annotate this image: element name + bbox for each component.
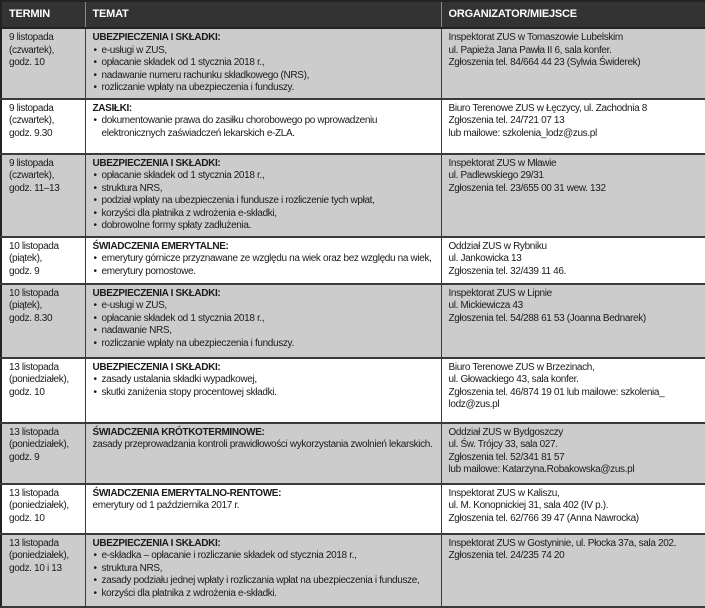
temat-item: • korzyści dla płatnika z wdrożenia e-składki, <box>93 208 437 221</box>
termin-line: godz. 11–13 <box>9 182 60 194</box>
organizator-cell <box>441 154 705 237</box>
organizator-line: Zgłoszenia tel. 24/721 07 13 <box>448 115 565 126</box>
temat-cell <box>85 284 441 358</box>
organizator-line: Inspektorat ZUS w Lipnie <box>448 287 552 299</box>
temat-item: • emerytury pomostowe. <box>93 266 437 279</box>
temat-cell <box>85 358 441 423</box>
temat-cell <box>85 237 441 284</box>
termin-line: (poniedziałek), <box>9 439 69 450</box>
organizator-line: Zgłoszenia tel. 54/288 61 53 (Joanna Bednarek) <box>448 312 646 324</box>
termin-line: (czwartek), <box>9 170 55 181</box>
organizator-line: Inspektorat ZUS w Tomaszowie Lubelskim <box>448 32 623 43</box>
termin-line: godz. 9 <box>9 265 40 277</box>
termin-line: (czwartek), <box>9 115 55 126</box>
temat-item: • rozliczanie wpłaty na ubezpieczenia i funduszy. <box>93 82 437 95</box>
termin-line: godz. 9.30 <box>9 127 53 139</box>
temat-cell <box>85 154 441 237</box>
termin-cell <box>1 237 85 284</box>
termin-cell <box>1 154 85 237</box>
organizator-line: Oddział ZUS w Rybniku <box>448 240 547 252</box>
column-header-termin: TERMIN <box>1 1 85 28</box>
organizator-line: Inspektorat ZUS w Kaliszu, <box>448 487 560 499</box>
table-body <box>1 28 705 607</box>
temat-cell <box>85 534 441 607</box>
organizator-line: Zgłoszenia tel. 62/766 39 47 (Anna Nawrocka) <box>448 512 639 524</box>
table-row <box>1 534 705 607</box>
termin-line: 9 listopada <box>9 157 54 169</box>
temat-item: • struktura NRS, <box>93 183 437 196</box>
termin-line: 9 listopada <box>9 32 54 43</box>
temat-item: • nadawanie numeru rachunku składkowego (NRS), <box>93 70 437 83</box>
column-header-temat: TEMAT <box>85 1 441 28</box>
organizator-line: Zgłoszenia tel. 23/655 00 31 wew. 132 <box>448 182 606 194</box>
organizator-line: Zgłoszenia tel. 52/341 81 57 <box>448 451 565 463</box>
organizator-cell <box>441 99 705 154</box>
temat-item: • e-usługi w ZUS, <box>93 45 437 58</box>
temat-item: • opłacanie składek od 1 stycznia 2018 r., <box>93 170 437 183</box>
temat-title: UBEZPIECZENIA I SKŁADKI: <box>92 537 221 549</box>
organizator-line: ul. Padlewskiego 29/31 <box>448 170 544 181</box>
organizator-cell <box>441 358 705 423</box>
organizator-line: ul. Mickiewicza 43 <box>448 300 523 311</box>
temat-title: ŚWIADCZENIA EMERYTALNO-RENTOWE: <box>92 487 282 499</box>
organizator-line: lodz@zus.pl <box>448 399 500 410</box>
organizator-line: Oddział ZUS w Bydgoszczy <box>448 426 563 438</box>
organizator-cell <box>441 484 705 534</box>
temat-item: zasady przeprowadzania kontroli prawidłowości wykorzystania zwolnień lekarskich. <box>92 439 433 450</box>
temat-item: • dokumentowanie prawa do zasiłku chorobowego po wprowadzeniu elektronicznych zaświadczeń lekarskich e-ZLA. <box>93 115 437 140</box>
organizator-line: Zgłoszenia tel. 24/235 74 20 <box>448 550 565 561</box>
termin-line: 10 listopada <box>9 240 59 252</box>
termin-line: godz. 10 <box>9 57 45 68</box>
temat-cell <box>85 423 441 484</box>
organizator-line: ul. Papieża Jana Pawła II 6, sala konfer. <box>448 44 612 56</box>
termin-line: godz. 10 <box>9 512 45 524</box>
temat-title: UBEZPIECZENIA I SKŁADKI: <box>92 157 221 169</box>
temat-title: UBEZPIECZENIA I SKŁADKI: <box>92 361 221 373</box>
organizator-line: lub mailowe: Katarzyna.Robakowska@zus.pl <box>448 464 635 475</box>
temat-cell <box>85 28 441 99</box>
organizator-line: lub mailowe: szkolenia_lodz@zus.pl <box>448 127 597 139</box>
termin-line: godz. 9 <box>9 451 40 463</box>
organizator-cell <box>441 28 705 99</box>
termin-line: 13 listopada <box>9 487 59 499</box>
organizator-cell <box>441 534 705 607</box>
organizator-cell <box>441 284 705 358</box>
organizator-line: ul. Św. Trójcy 33, sala 027. <box>448 439 558 450</box>
termin-cell <box>1 484 85 534</box>
temat-title: UBEZPIECZENIA I SKŁADKI: <box>92 32 221 43</box>
header-row <box>1 1 705 28</box>
termin-line: 10 listopada <box>9 287 59 299</box>
temat-item: • podział wpłaty na ubezpieczenia i fundusze i rozliczenie tych wpłat, <box>93 195 437 208</box>
temat-item: • emerytury górnicze przyznawane ze względu na wiek oraz bez względu na wiek, <box>93 253 437 266</box>
organizator-line: Zgłoszenia tel. 46/874 19 01 lub mailowe: szkolenia_ <box>448 386 665 398</box>
table-row <box>1 358 705 423</box>
temat-title: ZASIŁKI: <box>92 102 132 114</box>
temat-title: ŚWIADCZENIA KRÓTKOTERMINOWE: <box>92 426 265 438</box>
organizator-line: Biuro Terenowe ZUS w Brzezinach, <box>448 361 595 373</box>
table-row <box>1 284 705 358</box>
organizator-line: ul. Jankowicka 13 <box>448 253 522 264</box>
organizator-line: ul. M. Konopnickiej 31, sala 402 (IV p.). <box>448 500 609 511</box>
temat-item: • e-składka – opłacanie i rozliczanie składek od stycznia 2018 r., <box>93 550 437 563</box>
termin-line: 13 listopada <box>9 361 59 373</box>
temat-cell <box>85 484 441 534</box>
table-row <box>1 99 705 154</box>
termin-cell <box>1 423 85 484</box>
temat-item: • opłacanie składek od 1 stycznia 2018 r., <box>93 57 437 70</box>
termin-line: 9 listopada <box>9 102 54 114</box>
termin-line: (poniedziałek), <box>9 550 69 561</box>
organizator-line: Zgłoszenia tel. 84/664 44 23 (Sylwia Świderek) <box>448 57 641 68</box>
termin-line: godz. 10 <box>9 386 45 398</box>
temat-title: UBEZPIECZENIA I SKŁADKI: <box>92 287 221 299</box>
temat-item: • nadawanie NRS, <box>93 325 437 338</box>
temat-item: • zasady podziału jednej wpłaty i rozliczania wpłat na ubezpieczenia i fundusze, <box>93 575 437 588</box>
termin-line: (piątek), <box>9 253 42 264</box>
table-header <box>1 1 705 28</box>
table-row <box>1 28 705 99</box>
temat-item: • zasady ustalania składki wypadkowej, <box>93 374 437 387</box>
temat-item: • e-usługi w ZUS, <box>93 300 437 313</box>
termin-cell <box>1 534 85 607</box>
temat-cell <box>85 99 441 154</box>
temat-item: emerytury od 1 października 2017 r. <box>92 500 240 511</box>
table-row <box>1 423 705 484</box>
temat-title: ŚWIADCZENIA EMERYTALNE: <box>92 240 229 252</box>
organizator-line: Biuro Terenowe ZUS w Łęczycy, ul. Zachodnia 8 <box>448 102 647 114</box>
termin-line: (poniedziałek), <box>9 374 69 385</box>
termin-cell <box>1 28 85 99</box>
termin-line: godz. 8.30 <box>9 312 53 324</box>
temat-item: • dobrowolne formy spłaty zadłużenia. <box>93 220 437 233</box>
termin-cell <box>1 99 85 154</box>
termin-line: (piątek), <box>9 300 42 311</box>
termin-line: 13 listopada <box>9 537 59 549</box>
table-row <box>1 237 705 284</box>
temat-item: • skutki zaniżenia stopy procentowej składki. <box>93 387 437 400</box>
organizator-line: Zgłoszenia tel. 32/439 11 46. <box>448 265 567 277</box>
organizator-line: Inspektorat ZUS w Mławie <box>448 157 557 169</box>
column-header-organizator: ORGANIZATOR/MIEJSCE <box>441 1 705 28</box>
temat-item: • korzyści dla płatnika z wdrożenia e-składki. <box>93 588 437 601</box>
organizator-cell <box>441 237 705 284</box>
table-row <box>1 154 705 237</box>
temat-item: • rozliczanie wpłaty na ubezpieczenia i funduszy. <box>93 338 437 351</box>
temat-item: • struktura NRS, <box>93 563 437 576</box>
termin-line: 13 listopada <box>9 426 59 438</box>
organizator-line: ul. Głowackiego 43, sala konfer. <box>448 374 579 385</box>
termin-line: (czwartek), <box>9 44 55 56</box>
termin-line: godz. 10 i 13 <box>9 562 62 574</box>
organizator-cell <box>441 423 705 484</box>
organizator-line: Inspektorat ZUS w Gostyninie, ul. Płocka 37a, sala 202. <box>448 537 677 549</box>
termin-cell <box>1 284 85 358</box>
termin-line: (poniedziałek), <box>9 500 69 511</box>
temat-item: • opłacanie składek od 1 stycznia 2018 r., <box>93 313 437 326</box>
table-row <box>1 484 705 534</box>
termin-cell <box>1 358 85 423</box>
